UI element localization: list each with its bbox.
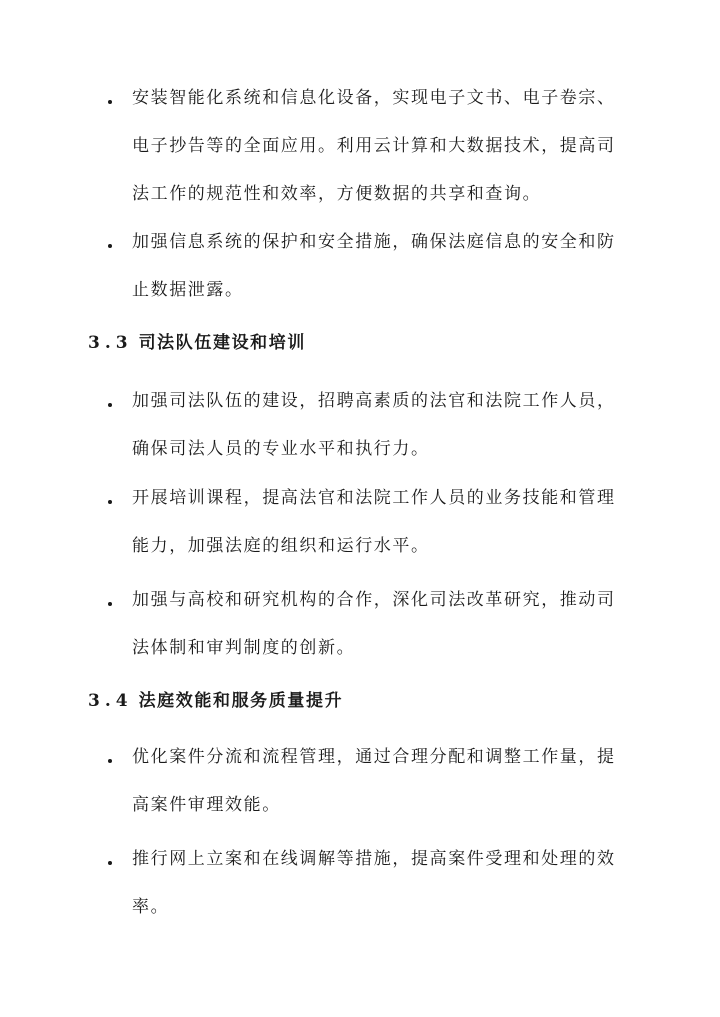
section-number: 3.3 (88, 333, 133, 353)
bullet-dot-icon (108, 403, 112, 407)
bullet-dot-icon (108, 861, 112, 865)
bullet-dot-icon (108, 759, 112, 763)
section-heading (88, 689, 343, 713)
bullet-dot-icon (108, 500, 112, 504)
list-item-text: 推行网上立案和在线调解等措施，提高案件受理和处理的效率。 (132, 849, 616, 917)
section-title: 司法队伍建设和培训 (138, 333, 306, 353)
list-item-text: 加强与高校和研究机构的合作，深化司法改革研究，推动司法体制和审判制度的创新。 (132, 590, 616, 658)
bullet-dot-icon (108, 100, 112, 104)
bullet-dot-icon (108, 244, 112, 248)
bullet-dot-icon (108, 602, 112, 606)
section-title: 法庭效能和服务质量提升 (138, 691, 344, 711)
list-item-text: 开展培训课程，提高法官和法院工作人员的业务技能和管理能力，加强法庭的组织和运行水平。 (132, 488, 616, 556)
list-item-text: 优化案件分流和流程管理，通过合理分配和调整工作量，提高案件审理效能。 (132, 747, 616, 815)
section-number: 3.4 (88, 691, 133, 711)
list-item-text: 加强司法队伍的建设，招聘高素质的法官和法院工作人员，确保司法人员的专业水平和执行力。 (132, 391, 616, 459)
list-item-text: 加强信息系统的保护和安全措施，确保法庭信息的安全和防止数据泄露。 (132, 232, 616, 300)
section-heading (88, 331, 306, 355)
list-item-text: 安装智能化系统和信息化设备，实现电子文书、电子卷宗、电子抄告等的全面应用。利用云计算和大数据技术，提高司法工作的规范性和效率，方便数据的共享和查询。 (132, 88, 616, 204)
